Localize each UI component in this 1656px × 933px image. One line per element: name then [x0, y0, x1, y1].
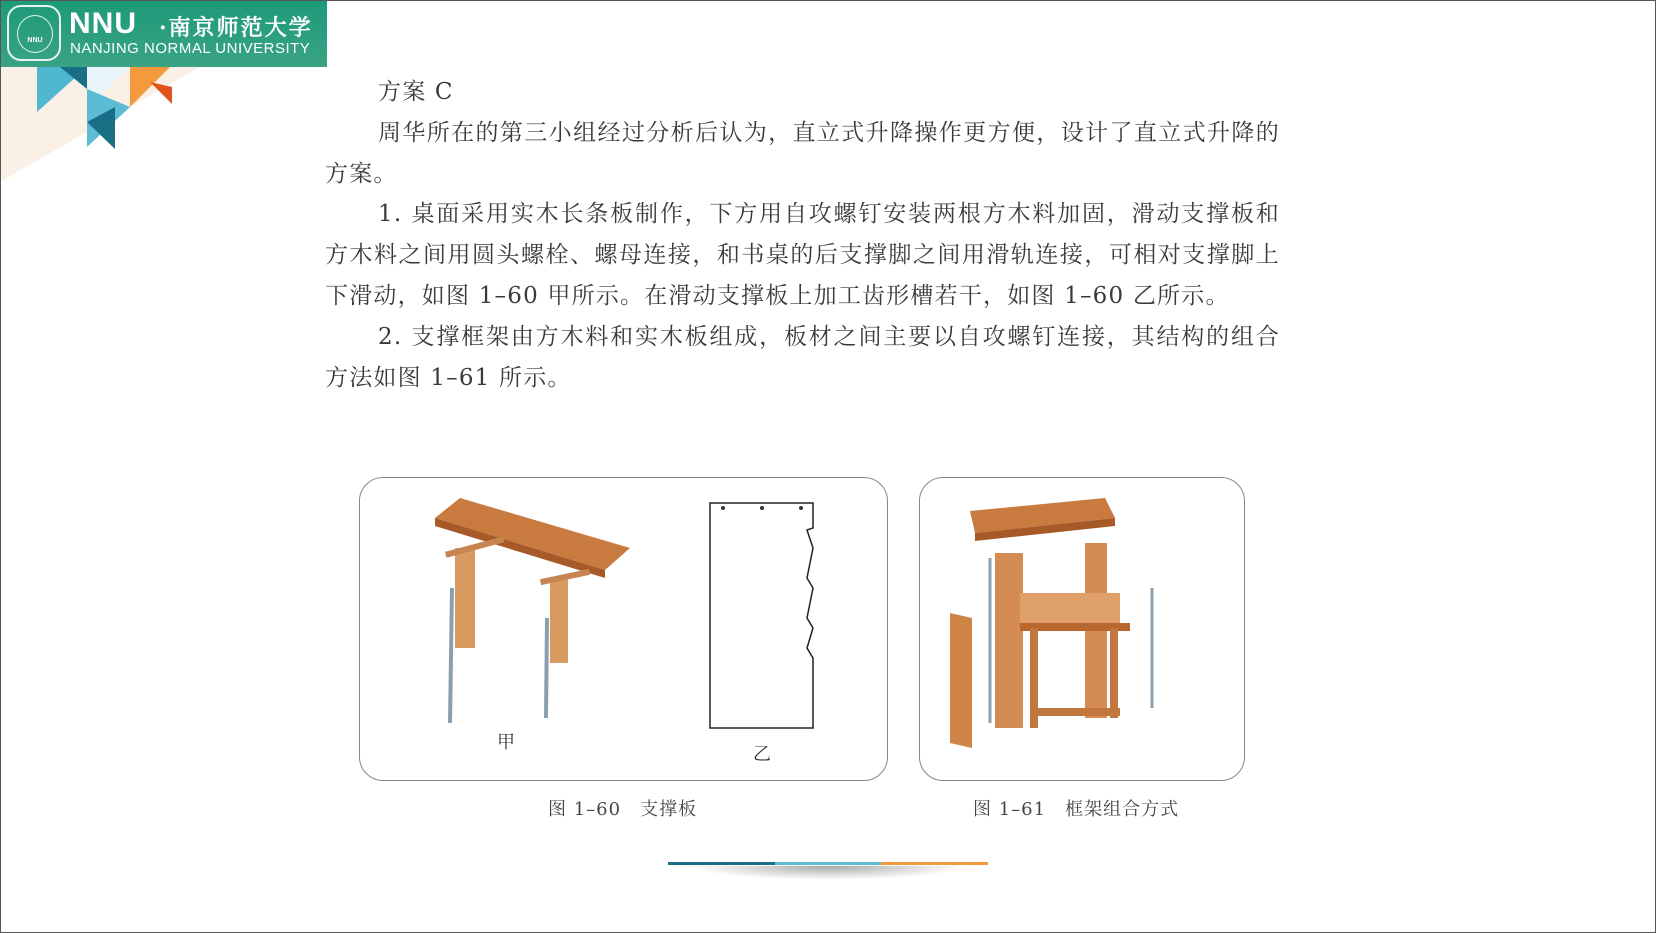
figure-1-60-box	[359, 477, 888, 781]
paragraph: 2. 支撑框架由方木料和实木板组成，板材之间主要以自攻螺钉连接，其结构的组合方法如图 1–61 所示。	[325, 323, 1280, 391]
body-text	[325, 72, 1280, 398]
university-seal-logo: NNU	[7, 5, 61, 61]
support-board-illustration	[360, 478, 887, 780]
divider-bar	[668, 862, 988, 865]
brand-abbr: NNU	[69, 7, 137, 40]
triangle-decoration	[0, 67, 200, 187]
sub-label-yi: 乙	[753, 744, 771, 765]
university-header	[1, 1, 327, 67]
frame-assembly-illustration	[920, 478, 1244, 780]
brand-en: NANJING NORMAL UNIVERSITY	[70, 40, 311, 57]
figure-1-61-box	[919, 477, 1245, 781]
figure-caption-1-60: 图 1–60 支撑板	[548, 799, 698, 820]
divider-shadow	[690, 866, 966, 880]
paragraph: 周华所在的第三小组经过分析后认为，直立式升降操作更方便，设计了直立式升降的方案。	[325, 119, 1280, 187]
divider-segment	[881, 862, 988, 865]
sub-label-jia: 甲	[497, 732, 515, 753]
divider-segment	[668, 862, 775, 865]
paragraph: 1. 桌面采用实木长条板制作，下方用自攻螺钉安装两根方木料加固，滑动支撑板和方木料之间用圆头螺栓、螺母连接，和书桌的后支撑脚之间用滑轨连接，可相对支撑脚上下滑动，如图 1–60 甲所示。在滑动支撑板上加工齿形槽若干，如图 1–60 乙所示。	[325, 201, 1280, 309]
brand-cn: ·南京师范大学	[159, 15, 313, 41]
section-heading: 方案 C	[378, 79, 454, 105]
divider-segment	[775, 862, 882, 865]
figure-caption-1-61: 图 1–61 框架组合方式	[973, 799, 1180, 820]
